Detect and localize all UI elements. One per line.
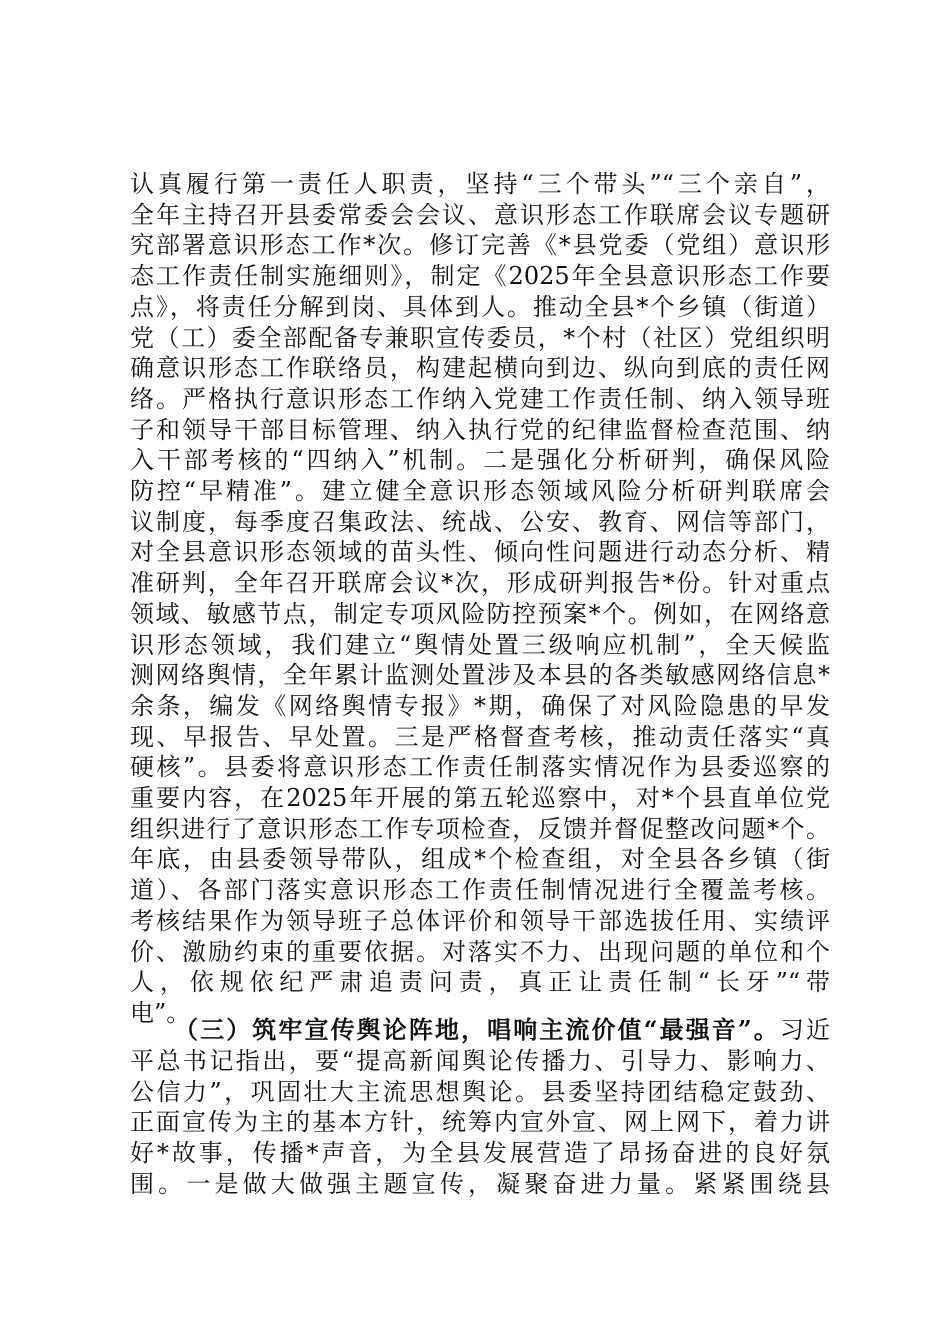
text-line: 子和领导干部目标管理、纳入执行党的纪律监督检查范围、纳 (130, 415, 830, 444)
text-line: 考核结果作为领导班子总体评价和领导干部选拔任用、实绩评 (130, 906, 830, 935)
heading-tail-text: 习近 (779, 1016, 831, 1044)
text-line: 人，依规依纪严肃追责问责，真正让责任制“长牙”“带 (130, 968, 830, 997)
text-line: 硬核”。县委将意识形态工作责任制落实情况作为县委巡察的 (130, 753, 830, 782)
text-line: 究部署意识形态工作*次。修订完善《*县党委（党组）意识形 (130, 231, 830, 260)
text-line: 领域、敏感节点，制定专项风险防控预案*个。例如，在网络意 (130, 599, 830, 628)
text-line: 点》，将责任分解到岗、具体到人。推动全县*个乡镇（街道） (130, 292, 830, 321)
text-line: 价、激励约束的重要依据。对落实不力、出现问题的单位和个 (130, 937, 830, 966)
text-line: 好*故事，传播*声音，为全县发展营造了昂扬奋进的良好氛 (130, 1139, 830, 1168)
text-line: 络。严格执行意识形态工作纳入党建工作责任制、纳入领导班 (130, 384, 830, 413)
text-line: 认真履行第一责任人职责，坚持“三个带头”“三个亲自”， (130, 170, 830, 198)
text-line: 全年主持召开县委常委会会议、意识形态工作联席会议专题研 (130, 200, 830, 229)
text-line: 道）、各部门落实意识形态工作责任制情况进行全覆盖考核。 (130, 876, 830, 905)
text-line: 识形态领域，我们建立“舆情处置三级响应机制”，全天候监 (130, 630, 830, 659)
text-line: 电”。 (130, 998, 191, 1027)
text-line: 平总书记指出，要“提高新闻舆论传播力、引导力、影响力、 (130, 1047, 830, 1075)
text-line: 确意识形态工作联络员，构建起横向到边、纵向到底的责任网 (130, 354, 830, 383)
text-line: 组织进行了意识形态工作专项检查，反馈并督促整改问题*个。 (130, 814, 830, 843)
text-line: 入干部考核的“四纳入”机制。二是强化分析研判，确保风险 (130, 446, 830, 475)
text-line: 正面宣传为主的基本方针，统筹内宣外宣、网上网下，着力讲 (130, 1108, 830, 1137)
text-line: 对全县意识形态领域的苗头性、倾向性问题进行动态分析、精 (130, 538, 830, 567)
text-line: 余条，编发《网络舆情专报》*期，确保了对风险隐患的早发 (130, 691, 830, 720)
section-heading: （三）筑牢宣传舆论阵地，唱响主流价值“最强音”。 (174, 1015, 780, 1044)
text-line: 防控“早精准”。建立健全意识形态领域风险分析研判联席会 (130, 477, 830, 505)
text-line: 围。一是做大做强主题宣传，凝聚奋进力量。紧紧围绕县 (130, 1169, 830, 1198)
text-line: 公信力”，巩固壮大主流思想舆论。县委坚持团结稳定鼓劲、 (130, 1077, 830, 1106)
text-line: 年底，由县委领导带队，组成*个检查组，对全县各乡镇（街 (130, 845, 830, 874)
text-line: 态工作责任制实施细则》，制定《2025年全县意识形态工作要 (130, 262, 830, 291)
text-line: 重要内容，在2025年开展的第五轮巡察中，对*个县直单位党 (130, 784, 830, 812)
text-line: 测网络舆情，全年累计监测处置涉及本县的各类敏感网络信息* (130, 661, 830, 690)
text-line: 现、早报告、早处置。三是严格督查考核，推动责任落实“真 (130, 722, 830, 751)
text-line: 议制度，每季度召集政法、统战、公安、教育、网信等部门， (130, 507, 830, 536)
text-line: 准研判，全年召开联席会议*次，形成研判报告*份。针对重点 (130, 569, 830, 598)
text-line: 党（工）委全部配备专兼职宣传委员，*个村（社区）党组织明 (130, 323, 830, 352)
